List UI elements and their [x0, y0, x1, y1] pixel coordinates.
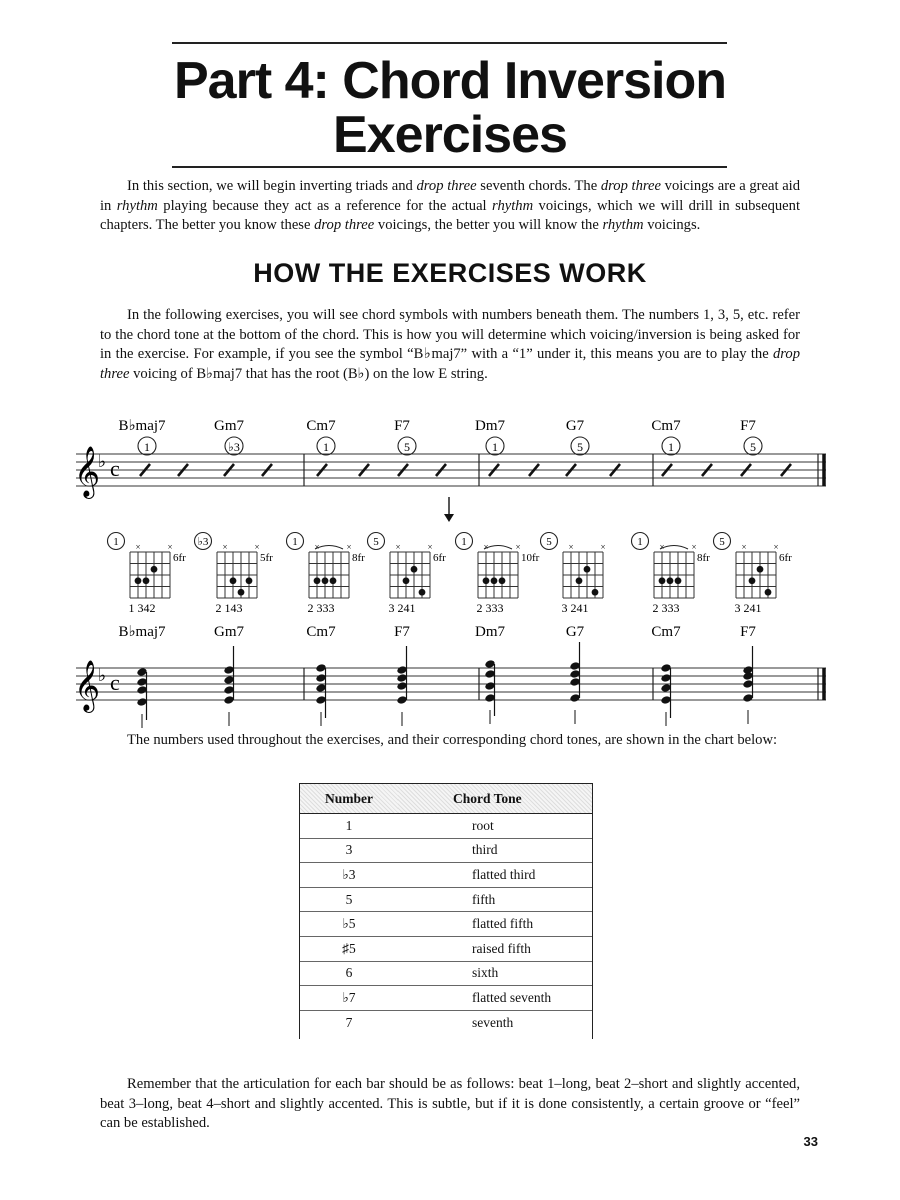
muted-string-x: ×	[135, 542, 141, 552]
muted-string-x: ×	[427, 542, 433, 552]
fingering: 3 241	[561, 601, 589, 615]
table-header-number: Number	[300, 784, 398, 814]
finger-dot	[592, 589, 599, 596]
fingering: 1 342	[128, 601, 156, 615]
chord-symbol: Cm7	[651, 418, 681, 434]
fret-label: 6fr	[779, 552, 792, 564]
table-row	[300, 863, 592, 888]
number-cell: ♭5	[300, 912, 398, 937]
chord-symbol-lower: G7	[565, 624, 585, 640]
chord-symbol-lower: Cm7	[651, 624, 681, 640]
table-row	[300, 936, 592, 961]
finger-dot	[499, 577, 506, 584]
number-cell: 3	[300, 838, 398, 863]
finger-dot	[411, 566, 418, 573]
voicing-number: 1	[144, 440, 150, 454]
tone-cell: third	[398, 838, 592, 863]
chord-symbol: G7	[565, 418, 585, 434]
diagram-number: 1	[461, 536, 467, 548]
chord-symbol-lower: F7	[740, 624, 756, 640]
time-signature: c	[110, 670, 120, 695]
number-cell: 5	[300, 887, 398, 912]
fret-label: 8fr	[352, 552, 365, 564]
muted-string-x: ×	[346, 542, 352, 552]
number-cell: 1	[300, 814, 398, 839]
chord-symbol-lower: Gm7	[214, 624, 244, 640]
finger-dot	[584, 566, 591, 573]
chord-symbol: Gm7	[214, 418, 244, 434]
finger-dot	[491, 577, 498, 584]
muted-string-x: ×	[741, 542, 747, 552]
chord-symbol: F7	[394, 418, 410, 434]
diagram-number: 5	[719, 536, 725, 548]
diagram-number: 1	[113, 536, 119, 548]
table-row	[300, 912, 592, 937]
time-signature: c	[110, 456, 120, 481]
muted-string-x: ×	[167, 542, 173, 552]
finger-dot	[749, 577, 756, 584]
muted-string-x: ×	[222, 542, 228, 552]
finger-dot	[757, 566, 764, 573]
finger-dot	[659, 577, 666, 584]
table-intro-paragraph: The numbers used throughout the exercises, and their corresponding chord tones, are shown in the chart below:	[127, 732, 778, 748]
finger-dot	[143, 577, 150, 584]
treble-clef: 𝄞	[74, 661, 101, 710]
chord-symbol-lower: Dm7	[475, 624, 505, 640]
finger-dot	[246, 577, 253, 584]
fret-label: 6fr	[433, 552, 446, 564]
muted-string-x: ×	[314, 542, 320, 552]
voicing-number: ♭3	[228, 440, 240, 454]
fret-label: 10fr	[521, 552, 540, 564]
tone-cell: flatted seventh	[398, 986, 592, 1011]
tone-cell: sixth	[398, 961, 592, 986]
fret-label: 8fr	[697, 552, 710, 564]
muted-string-x: ×	[395, 542, 401, 552]
table-row	[300, 961, 592, 986]
fret-label: 5fr	[260, 552, 273, 564]
voicing-number: 1	[323, 440, 329, 454]
muted-string-x: ×	[659, 542, 665, 552]
number-cell: ♭3	[300, 863, 398, 888]
number-cell: 7	[300, 1010, 398, 1034]
finger-dot	[238, 589, 245, 596]
fingering: 2 333	[307, 601, 335, 615]
fingering: 2 333	[476, 601, 504, 615]
finger-dot	[403, 577, 410, 584]
key-signature-flat: ♭	[98, 666, 107, 685]
muted-string-x: ×	[483, 542, 489, 552]
voicing-number: 1	[668, 440, 674, 454]
arrow-head	[444, 514, 454, 522]
diagram-number: 1	[637, 536, 643, 548]
page-number: 33	[803, 1134, 818, 1149]
page-title-line2: Exercises	[333, 106, 567, 164]
muted-string-x: ×	[515, 542, 521, 552]
chord-tone-table	[300, 784, 592, 1034]
chord-symbol: B♭maj7	[118, 418, 166, 434]
finger-dot	[576, 577, 583, 584]
fret-label: 6fr	[173, 552, 186, 564]
finger-dot	[765, 589, 772, 596]
closing-paragraph: Remember that the articulation for each bar should be as follows: beat 1–long, beat 2–short and slightly accented, beat 3–long, beat 4–short and slightly accented. This is subtle, but if it is done consistently, a certain groove or “feel” can be established.	[100, 1076, 800, 1132]
table-row	[300, 814, 592, 839]
muted-string-x: ×	[254, 542, 260, 552]
chord-symbol-lower: F7	[394, 624, 410, 640]
muted-string-x: ×	[568, 542, 574, 552]
fingering: 2 333	[652, 601, 680, 615]
number-cell: ♭7	[300, 986, 398, 1011]
finger-dot	[330, 577, 337, 584]
table-row	[300, 1010, 592, 1034]
finger-dot	[419, 589, 426, 596]
table-row	[300, 986, 592, 1011]
table-row	[300, 887, 592, 912]
voicing-number: 5	[577, 440, 583, 454]
fingering: 3 241	[734, 601, 762, 615]
finger-dot	[483, 577, 490, 584]
finger-dot	[675, 577, 682, 584]
voicing-number: 5	[404, 440, 410, 454]
number-cell: ♯5	[300, 936, 398, 961]
diagram-number: 5	[373, 536, 379, 548]
tone-cell: flatted third	[398, 863, 592, 888]
finger-dot	[135, 577, 142, 584]
finger-dot	[322, 577, 329, 584]
chord-symbol-lower: B♭maj7	[118, 624, 166, 640]
muted-string-x: ×	[600, 542, 606, 552]
chord-symbol: Dm7	[475, 418, 505, 434]
tone-cell: raised fifth	[398, 936, 592, 961]
fingering: 2 143	[215, 601, 243, 615]
section-heading: HOW THE EXERCISES WORK	[253, 258, 647, 288]
page-title-line1: Part 4: Chord Inversion	[174, 52, 726, 110]
table-header-chord-tone: Chord Tone	[398, 784, 592, 814]
number-cell: 6	[300, 961, 398, 986]
tone-cell: flatted fifth	[398, 912, 592, 937]
table-row	[300, 838, 592, 863]
finger-dot	[230, 577, 237, 584]
diagram-number: 1	[292, 536, 298, 548]
intro-paragraph: In this section, we will begin inverting triads and drop three seventh chords. The drop three voicings are a great aid in rhythm playing because they act as a reference for the actual rhythm voicings, which we will drill in subsequent chapters. The better you know these drop three voicings, the better you will know the rhythm voicings.	[100, 178, 801, 234]
diagram-number: 5	[546, 536, 552, 548]
key-signature-flat: ♭	[98, 452, 107, 471]
tone-cell: root	[398, 814, 592, 839]
finger-dot	[151, 566, 158, 573]
finger-dot	[667, 577, 674, 584]
treble-clef: 𝄞	[74, 447, 101, 496]
tone-cell: fifth	[398, 887, 592, 912]
muted-string-x: ×	[691, 542, 697, 552]
chord-symbol: F7	[740, 418, 756, 434]
chord-symbol: Cm7	[306, 418, 336, 434]
explanation-paragraph: In the following exercises, you will see chord symbols with numbers beneath them. The numbers 1, 3, 5, etc. refer to the chord tone at the bottom of the chord. This is how you will determine which voicing/inversion is being asked for in the exercise. For example, if you see the symbol “B♭maj7” with a “1” under it, this means you are to play the drop three voicing of B♭maj7 that has the root (B♭) on the low E string.	[100, 307, 800, 382]
diagram-number: ♭3	[197, 536, 209, 548]
tone-cell: seventh	[398, 1010, 592, 1034]
chord-symbol-lower: Cm7	[306, 624, 336, 640]
voicing-number: 5	[750, 440, 756, 454]
muted-string-x: ×	[773, 542, 779, 552]
fingering: 3 241	[388, 601, 416, 615]
voicing-number: 1	[492, 440, 498, 454]
finger-dot	[314, 577, 321, 584]
